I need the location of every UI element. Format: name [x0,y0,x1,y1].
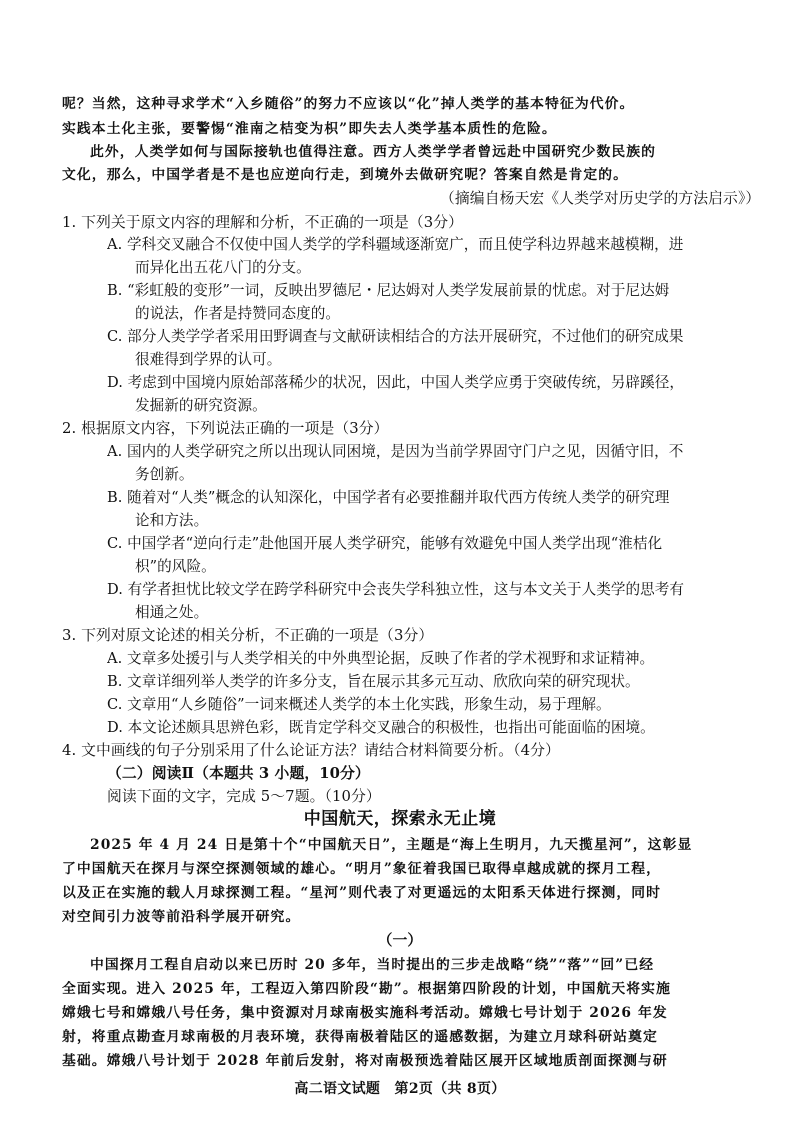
question-4-stem: 4. 文中画线的句子分别采用了什么论证方法？请结合材料简要分析。（4分） [62,742,560,759]
passage-line: 实践本土化主张，要警惕“淮南之桔变为枳”即失去人类学基本质性的危险。 [62,121,557,137]
article-part1-line: 射，将重点勘查月球南极的月表环境，获得南极着陆区的遥感数据，为建立月球科研站奠定 [62,1029,658,1045]
article-part1-line: 嫦娥七号和嫦娥八号任务，集中资源对月球南极实施科考活动。嫦娥七号计划于 2026 年发 [62,1005,668,1021]
article-intro-line: 对空间引力波等前沿科学展开研究。 [62,909,301,925]
q2-option-a-cont: 务创新。 [135,466,194,483]
passage-line: 此外，人类学如何与国际接轨也值得注意。西方人类学学者曾远赴中国研究少数民族的 [90,144,657,160]
article-part1-line: 全面实现。进入 2025 年，工程迈入第四阶段“勘”。根据第四阶段的计划，中国航天将实施 [62,981,671,997]
q1-option-a: A. 学科交叉融合不仅使中国人类学的学科疆域逐渐宽广，而且使学科边界越来越模糊，进 [107,236,684,253]
question-3-stem: 3. 下列对原文论述的相关分析，不正确的一项是（3分） [62,627,434,644]
q1-option-d-cont: 发掘新的研究资源。 [135,397,267,414]
q3-option-a: A. 文章多处援引与人类学相关的中外典型论据，反映了作者的学术视野和求证精神。 [107,650,655,667]
q1-option-c: C. 部分人类学学者采用田野调查与文献研读相结合的方法开展研究，不过他们的研究成果 [107,328,684,345]
article-part1-line: 基础。嫦娥八号计划于 2028 年前后发射，将对南极预选着陆区展开区域地质剖面探测与研 [62,1053,668,1069]
q3-option-c: C. 文章用“人乡随俗”一词来概述人类学的本土化实践，形象生动，易于理解。 [107,696,611,713]
q2-option-a: A. 国内的人类学研究之所以出现认同困境，是因为当前学界固守门户之见，因循守旧，不 [107,443,684,460]
q1-option-b-cont: 的说法，作者是持赞同态度的。 [135,305,341,322]
question-1-stem: 1. 下列关于原文内容的理解和分析，不正确的一项是（3分） [62,214,464,231]
article-title: 中国航天，探索永无止境 [303,809,497,829]
section-2-instruction: 阅读下面的文字，完成 5～7题。（10分） [107,788,381,805]
q1-option-b: B. “彩虹般的变形”一词，反映出罗德尼・尼达姆对人类学发展前景的忧虑。对于尼达姆 [107,282,670,299]
q1-option-c-cont: 很难得到学界的认可。 [135,351,282,368]
article-intro-line: 了中国航天在探月与深空探测领域的雄心。“明月”象征着我国已取得卓越成就的探月工程， [62,861,662,877]
q1-option-a-cont: 而异化出五花八门的分支。 [135,259,311,276]
q2-option-c: C. 中国学者“逆向行走”赴他国开展人类学研究，能够有效避免中国人类学出现“淮桔化 [107,535,663,552]
article-intro-line: 2025 年 4 月 24 日是第十个“中国航天日”，主题是“海上生明月，九天揽星河”，这彰显 [90,837,693,853]
page-footer: 高二语文试题 第2页（共 8页） [294,1081,506,1097]
q3-option-b: B. 文章详细列举人类学的许多分支，旨在展示其多元互动、欣欣向荣的研究现状。 [107,673,640,690]
section-2-heading: （二）阅读Ⅱ（本题共 3 小题，10分） [107,765,370,782]
article-intro-line: 以及正在实施的载人月球探测工程。“星河”则代表了对更遥远的太阳系天体进行探测，同时 [62,885,662,901]
q2-option-d-cont: 相通之处。 [135,604,209,621]
article-part-label: （一） [377,932,423,949]
q2-option-b-cont: 论和方法。 [135,512,209,529]
q2-option-c-cont: 枳”的风险。 [135,558,216,575]
q3-option-d: D. 本文论述颇具思辨色彩，既肯定学科交叉融合的积极性，也指出可能面临的困境。 [107,719,655,736]
passage-line: 呢？当然，这种寻求学术“入乡随俗”的努力不应该以“化”掉人类学的基本特征为代价。 [62,96,635,112]
question-2-stem: 2. 根据原文内容，下列说法正确的一项是（3分） [62,420,389,437]
q1-option-d: D. 考虑到中国境内原始部落稀少的状况，因此，中国人类学应勇于突破传统，另辟蹊径， [107,374,685,391]
passage-line: 文化，那么，中国学者是不是也应逆向行走，到境外去做研究呢？答案自然是肯定的。 [62,167,629,183]
q2-option-d: D. 有学者担忧比较文学在跨学科研究中会丧失学科独立性，这与本文关于人类学的思考有 [107,581,685,598]
q2-option-b: B. 随着对“人类”概念的认知深化，中国学者有必要推翻并取代西方传统人类学的研究理 [107,489,670,506]
article-part1-line: 中国探月工程自启动以来已历时 20 多年，当时提出的三步走战略“绕”“落”“回”已经 [90,957,655,973]
passage-source: （摘编自杨天宏《人类学对历史学的方法启示》） [440,190,761,207]
